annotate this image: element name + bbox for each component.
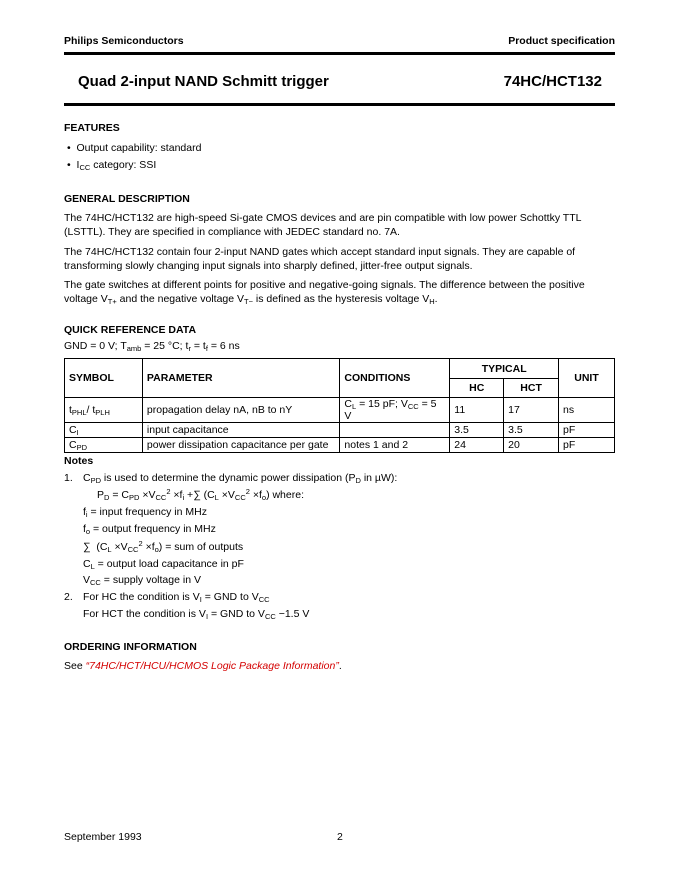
description-paragraph: The 74HC/HCT132 are high-speed Si-gate CMOS devices and are pin compatible with low power Schottky TTL (LSTTL). They are specified in compliance with JEDEC standard no. 7A.	[64, 212, 582, 238]
note-1-definition: $f_i$ = input frequency in MHz	[83, 506, 207, 519]
table-row	[65, 423, 615, 438]
footer-date: September 1993	[64, 831, 142, 843]
cell-parameter: propagation delay nA, nB to nY	[142, 398, 340, 423]
cell-unit: ns	[559, 398, 615, 423]
cell-unit: pF	[559, 423, 615, 438]
header-symbol: SYMBOL	[65, 359, 143, 398]
cell-hct: 3.5	[504, 423, 559, 438]
part-number: 74HC/HCT132	[503, 73, 602, 90]
cell-conditions: notes 1 and 2	[340, 438, 450, 453]
ordering-text: See “74HC/HCT/HCU/HCMOS Logic Package Information”.	[64, 660, 342, 672]
cell-hct: 20	[504, 438, 559, 453]
note-2-text: For HCT the condition is $V_I$ = GND to $V_{CC} -1.5$ V	[83, 608, 310, 621]
cell-hc: 24	[450, 438, 504, 453]
cell-hc: 11	[450, 398, 504, 423]
company-name: Philips Semiconductors	[64, 35, 184, 47]
cell-symbol: $t_{PHL}/$ $t_{PLH}$	[65, 398, 143, 423]
note-1-number: 1.	[64, 472, 73, 484]
header-parameter: PARAMETER	[142, 359, 340, 398]
general-description-heading: GENERAL DESCRIPTION	[64, 193, 190, 205]
ordering-heading: ORDERING INFORMATION	[64, 641, 197, 653]
note-1-definition: $f_o$ = output frequency in MHz	[83, 523, 216, 536]
description-paragraph: The gate switches at different points for positive and negative-going signals. The difference between the positive voltage $V_{T+}$ and the negative voltage $V_{T-}$ is defined as the hysteresis voltage $V_H$.	[64, 279, 585, 306]
header-conditions: CONDITIONS	[340, 359, 450, 398]
feature-item: • $I_{CC}$ category: SSI	[67, 159, 157, 172]
header-typical: TYPICAL	[450, 359, 559, 379]
note-1-definition: $V_{CC}$ = supply voltage in V	[83, 574, 201, 587]
description-paragraph: The 74HC/HCT132 contain four 2-input NAND gates which accept standard input signals. They are capable of transforming slowly changing input signals into sharply defined, jitter-free output signals.	[64, 246, 576, 272]
table-row	[65, 398, 615, 423]
title-rule	[64, 103, 615, 106]
note-2-text: For HC the condition is $V_I$ = GND to $V_{CC}$	[83, 591, 270, 604]
features-heading: FEATURES	[64, 122, 120, 134]
cell-hct: 17	[504, 398, 559, 423]
note-1-definition: $C_L$ = output load capacitance in pF	[83, 558, 244, 571]
cell-symbol: $C_{PD}$	[65, 438, 143, 453]
note-1-definition: ∑ $(C_L \times V_{CC}^2 \times f_o)$ = sum of outputs	[83, 539, 244, 554]
cell-conditions: $C_L = 15$ pF; $V_{CC} = 5$ V	[340, 398, 450, 423]
cell-symbol: $C_I$	[65, 423, 143, 438]
cell-unit: pF	[559, 438, 615, 453]
header-hc: HC	[450, 379, 504, 398]
page-title: Quad 2-input NAND Schmitt trigger	[78, 73, 329, 90]
header-hct: HCT	[504, 379, 559, 398]
feature-item: • Output capability: standard	[67, 142, 202, 154]
document-type: Product specification	[508, 35, 615, 47]
header-unit: UNIT	[559, 359, 615, 398]
header-rule	[64, 52, 615, 55]
page-number: 2	[337, 831, 343, 843]
cell-conditions	[340, 423, 450, 438]
quick-reference-table	[64, 358, 615, 453]
note-1-formula: $P_D = C_{PD} \times V_{CC}^2 \times f_i$ +∑ $(C_L \times V_{CC}^2 \times f_o)$ where:	[97, 487, 304, 502]
table-row	[65, 438, 615, 453]
quick-reference-heading: QUICK REFERENCE DATA	[64, 324, 197, 336]
cell-parameter: input capacitance	[142, 423, 340, 438]
cell-hc: 3.5	[450, 423, 504, 438]
note-1-text: $C_{PD}$ is used to determine the dynamic power dissipation ($P_D$ in µW):	[83, 472, 398, 485]
cell-parameter: power dissipation capacitance per gate	[142, 438, 340, 453]
package-information-link[interactable]: “74HC/HCT/HCU/HCMOS Logic Package Information”	[85, 660, 339, 672]
note-2-number: 2.	[64, 591, 73, 603]
notes-heading: Notes	[64, 455, 94, 467]
quick-reference-conditions: GND = 0 V; $T_{amb} = 25$ °C; $t_r = t_f = 6$ ns	[64, 340, 240, 353]
